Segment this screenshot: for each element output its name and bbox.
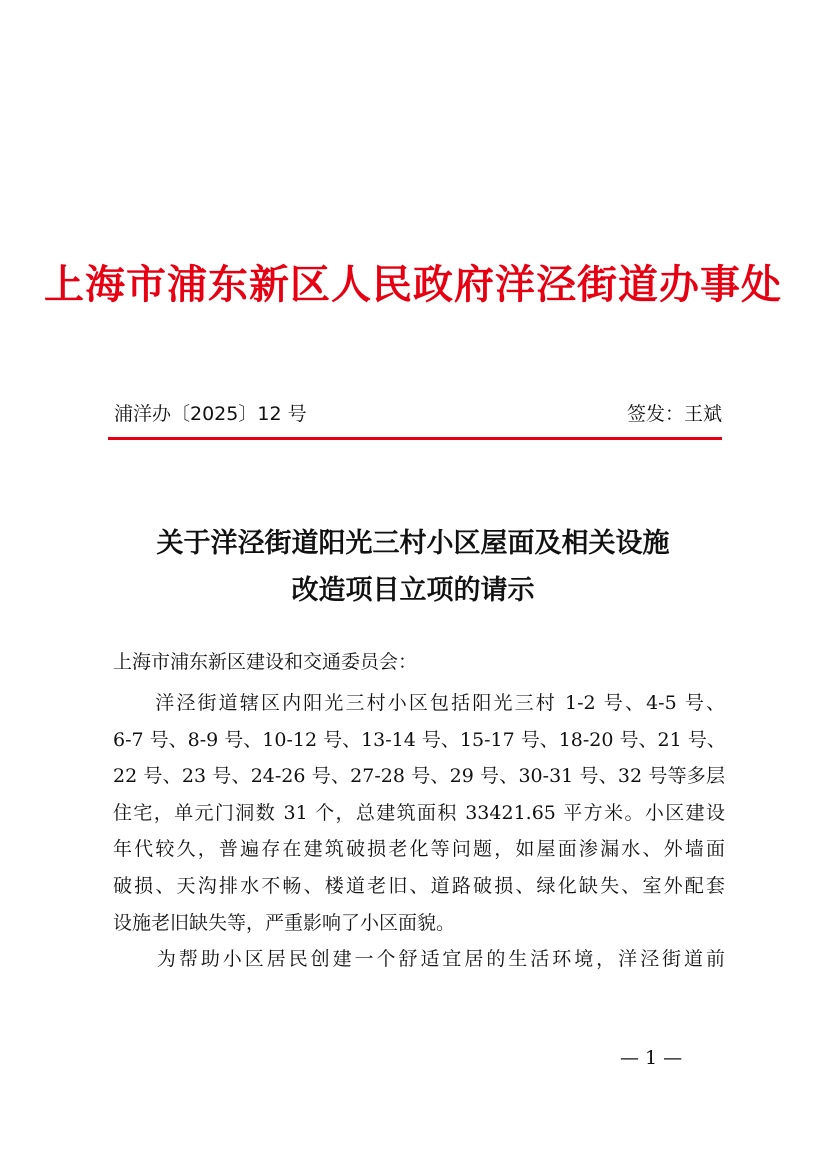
body-line-8: 为帮助小区居民创建一个舒适宜居的生活环境，洋泾街道前 bbox=[113, 948, 725, 971]
body-line-7: 设施老旧缺失等，严重影响了小区面貌。 bbox=[113, 911, 456, 934]
title-line-2: 改造项目立项的请示 bbox=[291, 575, 535, 606]
document-title bbox=[0, 520, 826, 614]
body-text bbox=[113, 685, 725, 978]
red-divider-line bbox=[108, 437, 722, 440]
title-line-1: 关于洋泾街道阳光三村小区屋面及相关设施 bbox=[156, 528, 670, 559]
addressee: 上海市浦东新区建设和交通委员会： bbox=[113, 651, 418, 673]
document-number: 浦洋办〔2025〕12 号 bbox=[114, 403, 307, 425]
body-line-3: 22 号、23 号、24-26 号、27-28 号、29 号、30-31 号、32 号等多层 bbox=[113, 765, 725, 788]
body-line-6: 破损、天沟排水不畅、楼道老旧、道路破损、绿化缺失、室外配套 bbox=[113, 874, 725, 897]
body-line-5: 年代较久，普遍存在建筑破损老化等问题，如屋面渗漏水、外墙面 bbox=[113, 838, 725, 861]
body-line-1: 洋泾街道辖区内阳光三村小区包括阳光三村 1-2 号、4-5 号、 bbox=[113, 692, 725, 714]
signer-label: 签发： bbox=[626, 403, 684, 425]
signer-name: 王斌 bbox=[683, 403, 722, 425]
signer bbox=[627, 400, 722, 428]
body-line-2: 6-7 号、8-9 号、10-12 号、13-14 号、15-17 号、18-20 号、21 号、 bbox=[113, 728, 726, 751]
page-number: — 1 — bbox=[620, 1047, 683, 1069]
issuer-heading: 上海市浦东新区人民政府洋泾街道办事处 bbox=[44, 262, 782, 308]
body-line-4: 住宅，单元门洞数 31 个，总建筑面积 33421.65 平方米。小区建设 bbox=[113, 801, 725, 824]
